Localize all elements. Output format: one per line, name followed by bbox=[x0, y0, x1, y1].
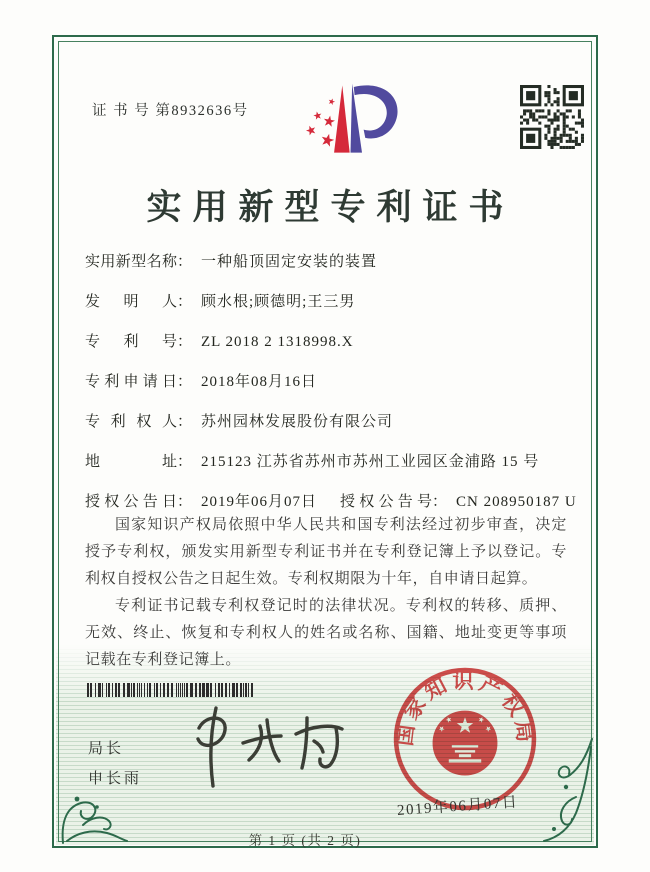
field-value: 215123 江苏省苏州市苏州工业园区金浦路 15 号 bbox=[201, 454, 540, 470]
legal-paragraph: 国家知识产权局依照中华人民共和国专利法经过初步审查，决定授予专利权，颁发实用新型专利证书并在专利登记簿上予以登记。专利权自授权公告之日起生效。专利权期限为十年，自申请日起算。 bbox=[85, 517, 567, 587]
legal-text bbox=[85, 512, 567, 674]
field-row: 专利权人： 苏州园林发展股份有限公司 bbox=[85, 410, 567, 450]
page-number: 第 1 页 (共 2 页) bbox=[248, 833, 362, 848]
grant-row: 授权公告日： 2019年06月07日 授权公告号： CN 208950187 U bbox=[85, 490, 567, 530]
field-label: 实用新型名称 bbox=[85, 254, 177, 270]
field-label: 专利申请日 bbox=[85, 374, 177, 390]
svg-text:国家知识产权局: 国家知识产权局 bbox=[392, 669, 538, 748]
seal-date: 2019年06月07日 bbox=[396, 794, 519, 819]
grant-no-value: CN 208950187 U bbox=[456, 494, 577, 510]
certificate-number: 证 书 号 第8932636号 bbox=[92, 103, 249, 119]
corner-flourish-icon bbox=[536, 737, 596, 845]
handwritten-signature-icon bbox=[180, 698, 355, 793]
grant-no-label: 授权公告号 bbox=[340, 494, 432, 510]
field-row: 实用新型名称： 一种船顶固定安装的装置 bbox=[85, 250, 567, 290]
field-value: 顾水根;顾德明;王三男 bbox=[201, 294, 356, 310]
document-title: 实用新型专利证书 bbox=[146, 188, 515, 227]
field-row: 地址： 215123 江苏省苏州市苏州工业园区金浦路 15 号 bbox=[85, 450, 567, 490]
legal-paragraph: 专利证书记载专利权登记时的法律状况。专利权的转移、质押、无效、终止、恢复和专利权人的姓名或名称、国籍、地址变更等事项记载在专利登记簿上。 bbox=[85, 598, 567, 668]
grant-date-value: 2019年06月07日 bbox=[201, 494, 318, 510]
grant-date-label: 授权公告日 bbox=[85, 494, 177, 510]
barcode bbox=[87, 683, 257, 697]
qr-code bbox=[520, 85, 584, 149]
field-label: 专利号 bbox=[85, 334, 177, 350]
director-name: 申长雨 bbox=[88, 771, 143, 787]
patent-fields bbox=[85, 250, 567, 490]
field-value: 一种船顶固定安装的装置 bbox=[201, 254, 378, 270]
field-value: 2018年08月16日 bbox=[201, 374, 318, 390]
field-value: ZL 2018 2 1318998.X bbox=[201, 334, 354, 350]
cnipa-logo-icon bbox=[293, 71, 408, 167]
field-label: 专利权人 bbox=[85, 414, 177, 430]
field-label: 发明人 bbox=[85, 294, 177, 310]
field-row: 发明人： 顾水根;顾德明;王三男 bbox=[85, 290, 567, 330]
field-value: 苏州园林发展股份有限公司 bbox=[201, 414, 394, 430]
director-title: 局长 bbox=[88, 741, 125, 757]
field-row: 专利申请日： 2018年08月16日 bbox=[85, 370, 567, 410]
field-row: 专利号： ZL 2018 2 1318998.X bbox=[85, 330, 567, 370]
director-block bbox=[88, 734, 142, 794]
field-label: 地址 bbox=[85, 454, 177, 470]
